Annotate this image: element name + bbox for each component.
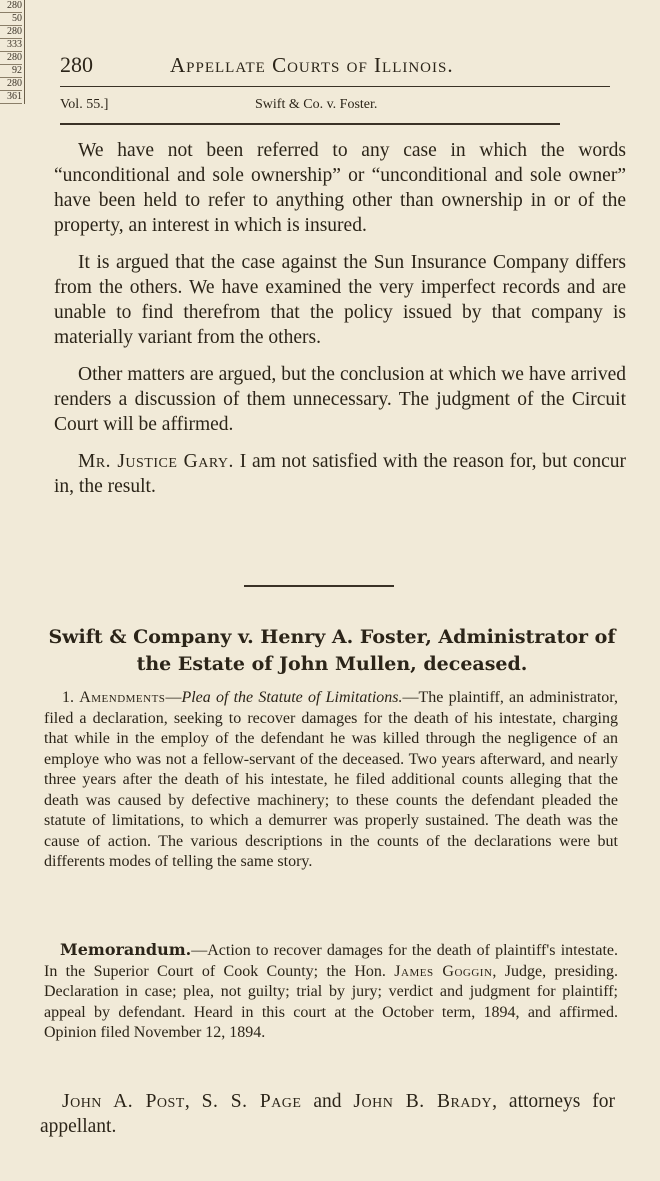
attorney-role: , attorneys for appellant. [40,1091,616,1137]
memorandum [44,940,618,1044]
attorney-name: John A. Post [62,1091,185,1112]
headnote-topic: Amendments [79,689,166,706]
margin-ref: 280 [0,26,22,39]
headnote-number: 1. [62,689,74,706]
judge-name: James Goggin [394,962,493,980]
subhead-rule [60,123,560,125]
concurrence [54,449,626,499]
margin-ref: 280 [0,78,22,91]
margin-ref: 361 [0,91,22,104]
margin-ref: 50 [0,13,22,26]
margin-ref: 280 [0,0,22,13]
margin-citation-refs [0,0,25,104]
separator: , [184,1091,202,1112]
margin-ref: 92 [0,65,22,78]
case-short-title: Swift & Co. v. Foster. [255,97,378,112]
page-number: 280 [60,52,93,77]
memorandum-text: —Action to recover damages for the death of plaintiff's intestate. In the Superior Court of Cook County; the Hon. [44,942,618,980]
opinion-paragraph: It is argued that the case against the Sun Insurance Company differs from the others. We have examined the very imperfect records and are unable to find therefrom that the policy issued by that company is materially variant from the others. [54,252,626,348]
attorney-name: John B. Brady [353,1091,493,1112]
volume-label: Vol. 55.] [60,97,109,112]
opinion-paragraph: Other matters are argued, but the conclusion at which we have arrived renders a discussion of them unnecessary. The judgment of the Circuit Court will be affirmed. [54,364,626,435]
case-title: Swift & Company v. Henry A. Foster, Administrator of the Estate of John Mullen, deceased. [48,626,616,675]
attorneys [40,1089,615,1139]
running-head: Appellate Courts of Illinois. [170,53,454,77]
headnote: 1. Amendments—Plea of the Statute of Limitations.—The plaintiff, an administrator, filed a declaration, seeking to recover damages for the death of his intestate, charging that while in the employ of the defendant he was killed through the negligence of an employe who was not a fellow-servant of the deceased. Two years afterward, and nearly three years after the death of his intestate, he filed additional counts alleging that the death was caused by defective machinery; to these counts the defendant pleaded the statute of limitations, to which a demurrer was properly sustained. The death was the cause of action. The various descriptions in the counts of the declarations were but differents modes of telling the same story. [44,689,618,870]
memorandum-text-2: , Judge, presiding. Declaration in case; plea, not guilty; trial by jury; verdict and judgment for plaintiff; appeal by defendant. Heard in this court at the October term, 1894, and affirmed. Opinion filed November 12, 1894. [44,962,619,1041]
attorney-name: S. S. Page [201,1091,302,1112]
concurring-justice: Mr. Justice Gary. [78,451,234,472]
separator: and [301,1091,354,1112]
headnote-subtopic: Plea of the Statute of Limitations. [181,689,403,706]
margin-ref: 280 [0,52,22,65]
headnote-text: —The plaintiff, an administrator, filed a declaration, seeking to recover damages for the death of his intestate, charging that while in the employ of the defendant he was killed through the negligence of an employe who was not a fellow-servant of the deceased. Two years afterward, and nearly three years after the death of his intestate, he filed additional counts alleging that the death was caused by defective machinery; to these counts the defendant pleaded the statute of limitations, to which a demurrer was properly sustained. The death was the cause of action. The various descriptions in the counts of the declarations were but differents modes of telling the same story. [44,689,618,870]
margin-ref: 333 [0,39,22,52]
page-header [60,52,610,125]
opinion-text [54,138,626,511]
memorandum-lead: Memorandum. [60,940,192,959]
opinion-paragraph: We have not been referred to any case in which the words “unconditional and sole ownership” or “unconditional and sole owner” have been held to refer to anything other than ownership in or of the property, an interest in which is insured. [54,140,626,236]
concurrence-text: I am not satisfied with the reason for, but concur in, the result. [54,451,627,497]
section-divider [244,585,394,587]
header-rule [60,86,610,87]
